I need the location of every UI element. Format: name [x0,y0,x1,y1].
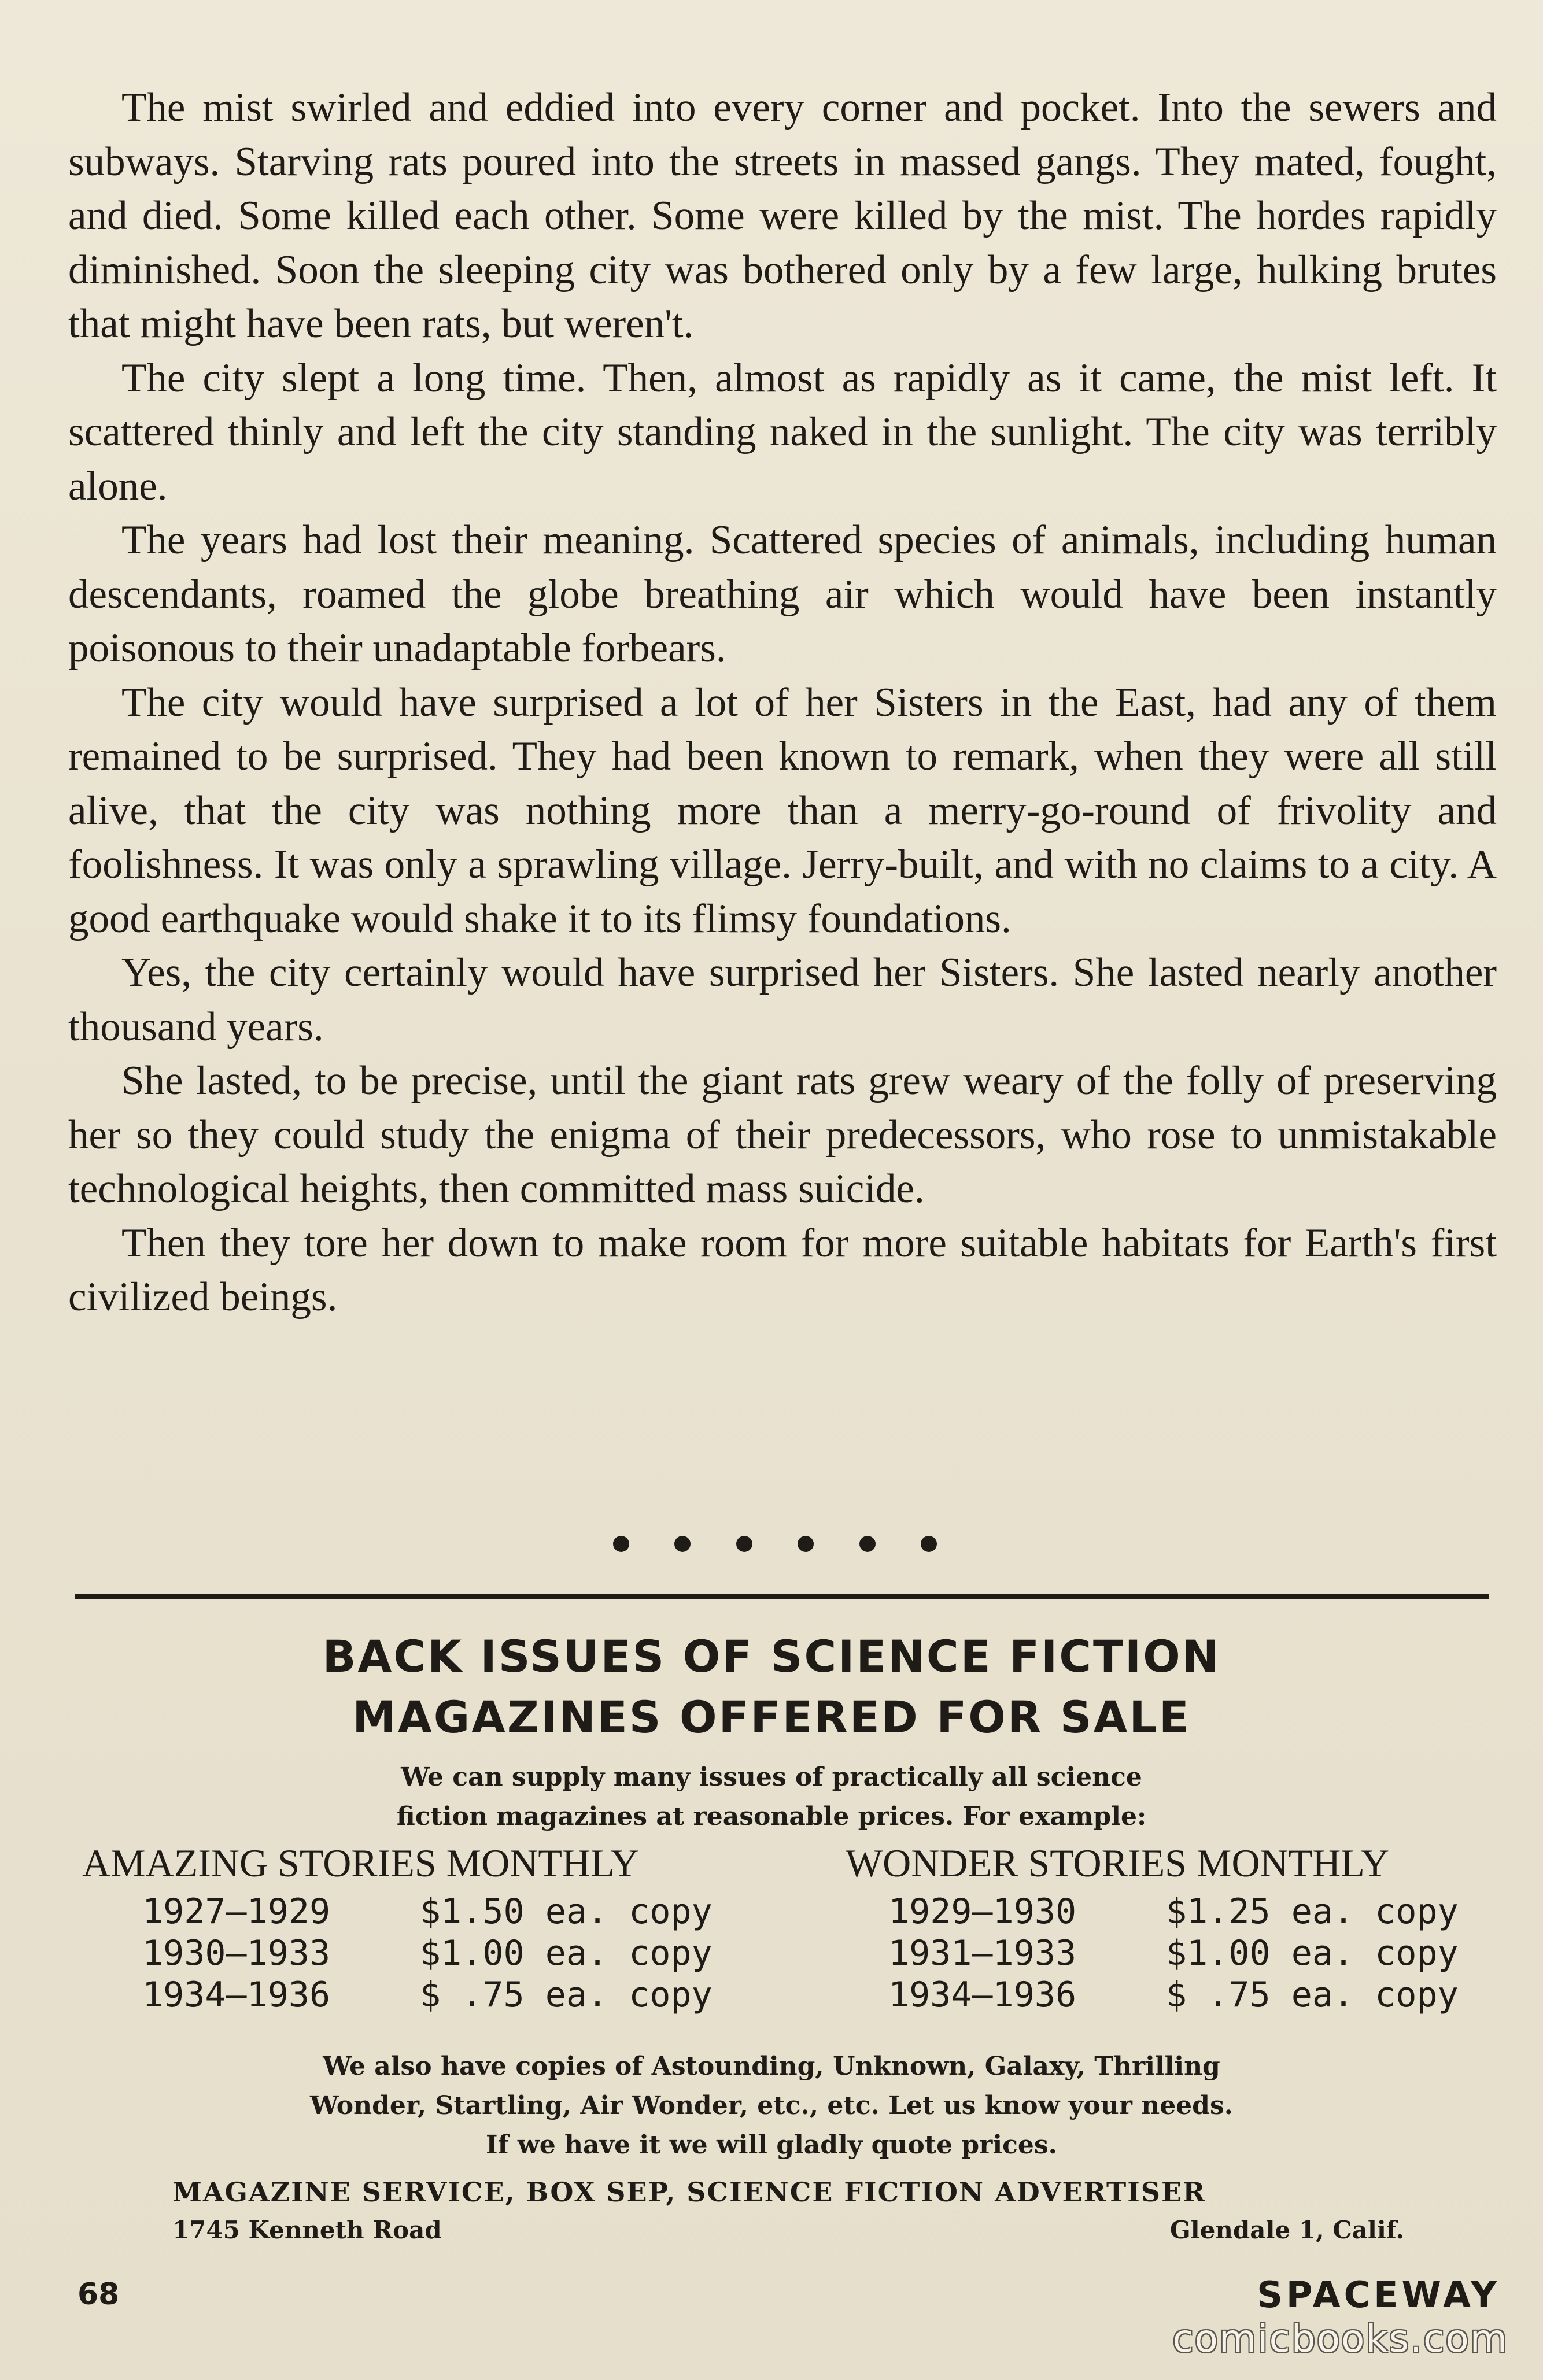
price-row [888,1974,1459,2016]
price-value: $1.25 ea. copy [1166,1891,1459,1932]
price-list [888,1891,1459,2016]
ad-headline-line-1: BACK ISSUES OF SCIENCE FICTION [322,1631,1221,1682]
price-column-amazing [82,1840,713,2016]
price-years: 1929–1930 [888,1891,1077,1932]
story-paragraph: The years had lost their meaning. Scattered species of animals, including human descendants, roamed the globe breathing air which would have been instantly poisonous to their unadaptable forbears. [68,518,1497,671]
price-column-wonder [846,1840,1459,2016]
ad-street-address: 1745 Kenneth Road [172,2216,442,2244]
ad-intro [0,1758,1543,1836]
price-value: $1.00 ea. copy [420,1933,713,1974]
bullet-dot [736,1536,752,1552]
price-years: 1931–1933 [888,1933,1077,1974]
price-years: 1934–1936 [888,1975,1077,2015]
price-years: 1927–1929 [142,1891,331,1932]
price-value: $ .75 ea. copy [420,1975,713,2015]
price-row [142,1932,713,1974]
ad-also-line: Wonder, Startling, Air Wonder, etc., etc. Let us know your needs. [309,2091,1234,2120]
page-number: 68 [77,2277,120,2312]
ad-also-line: We also have copies of Astounding, Unknown, Galaxy, Thrilling [323,2052,1220,2081]
price-years: 1930–1933 [142,1933,331,1974]
story-paragraph: The city would have surprised a lot of her Sisters in the East, had any of them remained to be surprised. They had been known to remark, when they were all still alive, that the city was nothing more than a merry-go-round of frivolity and foolishness. It was only a sprawling village. Jerry-built, and with no claims to a city. A good earthquake would shake it to its flimsy foundations. [68,679,1497,941]
divider-rule [75,1594,1489,1599]
price-value: $1.00 ea. copy [1166,1933,1459,1974]
price-row [142,1891,713,1932]
price-column-title: WONDER STORIES MONTHLY [846,1841,1390,1885]
ad-headline-line-2: MAGAZINES OFFERED FOR SALE [352,1691,1191,1743]
bullet-dot [674,1536,691,1552]
ad-also-available [0,2047,1543,2165]
story-text [68,81,1497,1325]
bullet-dot [859,1536,876,1552]
ad-intro-line: We can supply many issues of practically all science [401,1762,1142,1792]
price-column-title: AMAZING STORIES MONTHLY [82,1841,639,1885]
ad-contact: MAGAZINE SERVICE, BOX SEP, SCIENCE FICTION ADVERTISER [172,2176,1206,2208]
watermark: comicbooks.com [1172,2316,1508,2361]
story-paragraph: She lasted, to be precise, until the giant rats grew weary of the folly of preserving her so they could study the enigma of their predecessors, who rose to unmistakable technological heights, then committed mass suicide. [68,1058,1497,1211]
ad-city-address: Glendale 1, Calif. [1169,2216,1404,2244]
price-years: 1934–1936 [142,1975,331,2015]
running-head: SPACEWAY [1257,2274,1500,2316]
story-paragraph: The mist swirled and eddied into every corner and pocket. Into the sewers and subways. Starving rats poured into the streets in massed gangs. They mated, fought, and died. Some killed each other. Some were killed by the mist. The hordes rapidly diminished. Soon the sleeping city was bothered only by a few large, hulking brutes that might have been rats, but weren't. [68,85,1497,346]
price-row [888,1932,1459,1974]
price-list [142,1891,713,2016]
story-paragraph: Then they tore her down to make room for more suitable habitats for Earth's first civilized beings. [68,1220,1497,1320]
ad-also-line: If we have it we will gladly quote prices. [486,2130,1057,2160]
story-paragraph: The city slept a long time. Then, almost as rapidly as it came, the mist left. It scattered thinly and left the city standing naked in the sunlight. The city was terribly alone. [68,355,1497,509]
price-value: $ .75 ea. copy [1166,1975,1459,2015]
section-break-dots [613,1521,937,1567]
price-row [888,1891,1459,1932]
price-value: $1.50 ea. copy [420,1891,713,1932]
ad-intro-line: fiction magazines at reasonable prices. For example: [396,1802,1147,1831]
story-paragraph: Yes, the city certainly would have surprised her Sisters. She lasted nearly another thousand years. [68,950,1497,1049]
bullet-dot [798,1536,814,1552]
bullet-dot [921,1536,937,1552]
price-row [142,1974,713,2016]
bullet-dot [613,1536,629,1552]
